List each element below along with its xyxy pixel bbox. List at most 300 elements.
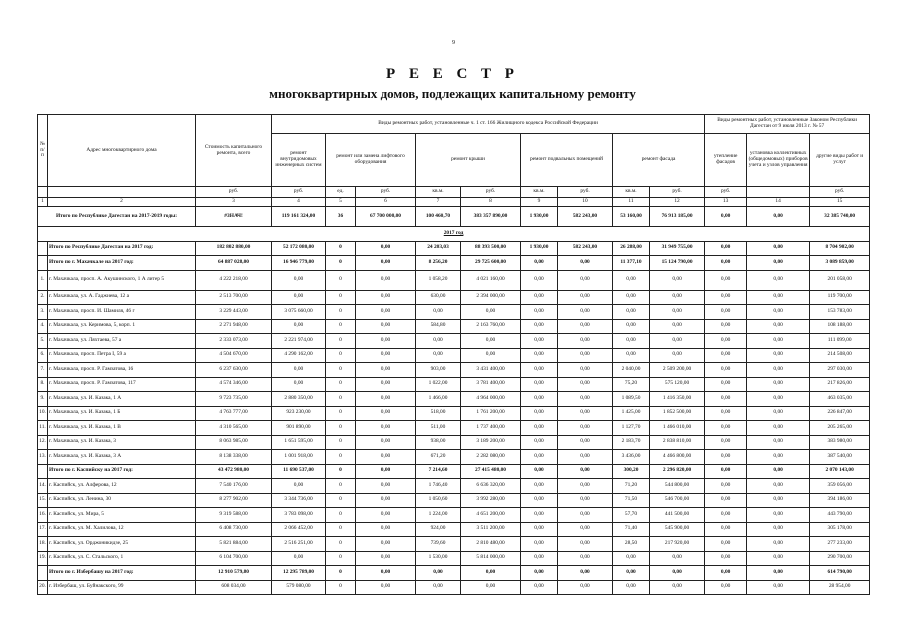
value-cell: 0,00 xyxy=(650,319,705,334)
value-cell: 0,00 xyxy=(747,421,810,436)
value-cell: 2 296 820,00 xyxy=(650,464,705,479)
value-cell: 111 099,00 xyxy=(810,334,870,349)
value-cell: 1 425,00 xyxy=(613,406,650,421)
row-number: 20. xyxy=(38,580,48,595)
value-cell: 2 509 200,00 xyxy=(650,363,705,378)
grand-total-row xyxy=(38,207,870,227)
address-cell: г. Махачкала, ул. И. Казака, 1 В xyxy=(48,421,196,436)
value-cell: 0,00 xyxy=(747,522,810,537)
value-cell: 0,00 xyxy=(521,551,558,566)
value-cell: 0,00 xyxy=(613,348,650,363)
value-cell: 2 838 810,00 xyxy=(650,435,705,450)
value-cell: 0 xyxy=(326,450,356,465)
total-cell: 1 930,00 xyxy=(521,207,558,227)
header-address: Адрес многоквартирного дома xyxy=(48,115,196,187)
value-cell: 671,20 xyxy=(416,450,461,465)
value-cell: 3 075 660,00 xyxy=(272,305,326,320)
row-number xyxy=(38,241,48,256)
value-cell: 938,00 xyxy=(416,435,461,450)
colnum-cell: 7 xyxy=(416,198,461,207)
value-cell: 0,00 xyxy=(521,290,558,305)
table-row xyxy=(38,537,870,552)
value-cell: 359 056,00 xyxy=(810,479,870,494)
value-cell: 0 xyxy=(326,479,356,494)
value-cell: 226 847,00 xyxy=(810,406,870,421)
value-cell: 0,00 xyxy=(356,435,416,450)
value-cell: 6 636 320,00 xyxy=(461,479,521,494)
table-row xyxy=(38,334,870,349)
value-cell: 0,00 xyxy=(521,435,558,450)
value-cell: 297 030,00 xyxy=(810,363,870,378)
value-cell: 0,00 xyxy=(461,305,521,320)
unit-cell: руб. xyxy=(356,187,416,198)
column-numbers-row xyxy=(38,198,870,207)
colnum-cell: 15 xyxy=(810,198,870,207)
unit-cell xyxy=(747,187,810,198)
value-cell: 0,00 xyxy=(558,334,613,349)
colnum-cell: 14 xyxy=(747,198,810,207)
value-cell: 0,00 xyxy=(272,290,326,305)
units-row xyxy=(38,187,870,198)
colnum-cell: 9 xyxy=(521,198,558,207)
value-cell: 2 066 452,00 xyxy=(272,522,326,537)
year-label: 2017 год xyxy=(38,227,870,242)
value-cell: 0,00 xyxy=(558,377,613,392)
value-cell: 0,00 xyxy=(705,290,747,305)
value-cell: 0,00 xyxy=(705,493,747,508)
address-cell: г. Махачкала, просп. Петра I, 59 а xyxy=(48,348,196,363)
value-cell: 0,00 xyxy=(461,566,521,581)
value-cell: 0,00 xyxy=(747,392,810,407)
value-cell: 0,00 xyxy=(747,363,810,378)
value-cell: 0,00 xyxy=(650,348,705,363)
table-row xyxy=(38,522,870,537)
value-cell: 0 xyxy=(326,522,356,537)
row-number: 9. xyxy=(38,392,48,407)
colnum-cell: 3 xyxy=(196,198,272,207)
value-cell: 0,00 xyxy=(558,305,613,320)
value-cell: 0,00 xyxy=(558,450,613,465)
value-cell: 75,20 xyxy=(613,377,650,392)
value-cell: 0,00 xyxy=(613,290,650,305)
value-cell: 463 035,00 xyxy=(810,392,870,407)
value-cell: 0,00 xyxy=(747,479,810,494)
value-cell: 119 700,00 xyxy=(810,290,870,305)
value-cell: 0,00 xyxy=(705,522,747,537)
value-cell: 0,00 xyxy=(558,464,613,479)
value-cell: 2 880 350,00 xyxy=(272,392,326,407)
header-meters: установка коллективных (общедомовых) приборов учета и узлов управления xyxy=(747,134,810,187)
value-cell: 3 992 280,00 xyxy=(461,493,521,508)
value-cell: 4 763 777,00 xyxy=(196,406,272,421)
value-cell: 1 416 350,00 xyxy=(650,392,705,407)
value-cell: 0,00 xyxy=(747,241,810,256)
value-cell: 0 xyxy=(326,551,356,566)
colnum-cell: 2 xyxy=(48,198,196,207)
value-cell: 630,00 xyxy=(416,290,461,305)
value-cell: 0,00 xyxy=(747,464,810,479)
value-cell: 441 500,00 xyxy=(650,508,705,523)
value-cell: 0,00 xyxy=(558,270,613,290)
value-cell: 300,20 xyxy=(613,464,650,479)
value-cell: 0,00 xyxy=(705,566,747,581)
value-cell: 29 725 600,00 xyxy=(461,256,521,271)
value-cell: 0,00 xyxy=(356,334,416,349)
value-cell: 153 783,00 xyxy=(810,305,870,320)
value-cell: 26 288,00 xyxy=(613,241,650,256)
value-cell: 0,00 xyxy=(558,537,613,552)
value-cell: 0,00 xyxy=(558,522,613,537)
header-roof: ремонт крыши xyxy=(416,134,521,187)
value-cell: 4 651 200,00 xyxy=(461,508,521,523)
value-cell: 0,00 xyxy=(650,270,705,290)
value-cell: 0,00 xyxy=(521,522,558,537)
value-cell: 443 790,00 xyxy=(810,508,870,523)
value-cell: 4 310 565,00 xyxy=(196,421,272,436)
value-cell: 0,00 xyxy=(747,508,810,523)
value-cell: 0 xyxy=(326,464,356,479)
unit-cell: руб. xyxy=(705,187,747,198)
address-cell: г. Каспийск, ул. Мира, 5 xyxy=(48,508,196,523)
address-cell: Итого по г. Избербашу на 2017 год: xyxy=(48,566,196,581)
row-number xyxy=(38,464,48,479)
value-cell: 0,00 xyxy=(356,479,416,494)
value-cell: 0,00 xyxy=(272,363,326,378)
value-cell: 575 120,00 xyxy=(650,377,705,392)
address-cell: г. Каспийск, ул. Алферова, 12 xyxy=(48,479,196,494)
value-cell: 0,00 xyxy=(356,290,416,305)
value-cell: 0,00 xyxy=(521,334,558,349)
value-cell: 614 790,00 xyxy=(810,566,870,581)
value-cell: 0,00 xyxy=(356,241,416,256)
value-cell: 0,00 xyxy=(613,551,650,566)
value-cell: 0,00 xyxy=(747,305,810,320)
colnum-cell: 11 xyxy=(613,198,650,207)
value-cell: 0,00 xyxy=(747,450,810,465)
value-cell: 1 737 400,00 xyxy=(461,421,521,436)
address-cell: г. Махачкала, ул. Керимова, 5, корп. 1 xyxy=(48,319,196,334)
value-cell: 0,00 xyxy=(705,406,747,421)
value-cell: 584,80 xyxy=(416,319,461,334)
value-cell: 518,00 xyxy=(416,406,461,421)
value-cell: 15 124 790,00 xyxy=(650,256,705,271)
value-cell: 0,00 xyxy=(705,392,747,407)
value-cell: 0 xyxy=(326,566,356,581)
address-cell: г. Каспийск, ул. С. Стальского, 1 xyxy=(48,551,196,566)
table-row xyxy=(38,479,870,494)
value-cell: 0,00 xyxy=(558,256,613,271)
address-cell: г. Махачкала, просп. Р. Гамзатова, 16 xyxy=(48,363,196,378)
value-cell: 0,00 xyxy=(521,406,558,421)
address-cell: г. Махачкала, просп. А. Акушинского, 1 А литер 5 xyxy=(48,270,196,290)
value-cell: 0 xyxy=(326,241,356,256)
value-cell: 9 723 735,00 xyxy=(196,392,272,407)
value-cell: 3 189 200,00 xyxy=(461,435,521,450)
value-cell: 43 472 980,00 xyxy=(196,464,272,479)
value-cell: 0 xyxy=(326,270,356,290)
value-cell: 0,00 xyxy=(705,305,747,320)
value-cell: 0,00 xyxy=(521,421,558,436)
value-cell: 0,00 xyxy=(416,305,461,320)
value-cell: 0,00 xyxy=(613,270,650,290)
value-cell: 182 802 880,00 xyxy=(196,241,272,256)
row-number: 18. xyxy=(38,537,48,552)
value-cell: 0,00 xyxy=(705,377,747,392)
table-row xyxy=(38,406,870,421)
colnum-cell: 4 xyxy=(272,198,326,207)
value-cell: 0,00 xyxy=(356,270,416,290)
value-cell: 0,00 xyxy=(558,493,613,508)
value-cell: 0,00 xyxy=(705,256,747,271)
value-cell: 2 333 073,00 xyxy=(196,334,272,349)
value-cell: 0,00 xyxy=(416,580,461,595)
value-cell: 1 001 918,00 xyxy=(272,450,326,465)
value-cell: 12 910 579,80 xyxy=(196,566,272,581)
value-cell: 0,00 xyxy=(747,377,810,392)
table-row xyxy=(38,348,870,363)
unit-cell: руб. xyxy=(650,187,705,198)
row-number: 13. xyxy=(38,450,48,465)
total-cell: 32 385 740,00 xyxy=(810,207,870,227)
value-cell: 383 980,00 xyxy=(810,435,870,450)
value-cell: 546 700,00 xyxy=(650,493,705,508)
unit-cell: кв.м. xyxy=(613,187,650,198)
unit-cell: кв.м. xyxy=(521,187,558,198)
value-cell: 0 xyxy=(326,319,356,334)
value-cell: 0,00 xyxy=(521,537,558,552)
value-cell: 3 783 098,00 xyxy=(272,508,326,523)
row-number: 12. xyxy=(38,435,48,450)
colnum-cell: 12 xyxy=(650,198,705,207)
value-cell: 8 138 338,00 xyxy=(196,450,272,465)
value-cell: 0,00 xyxy=(650,334,705,349)
value-cell: 2 163 760,00 xyxy=(461,319,521,334)
value-cell: 4 964 000,00 xyxy=(461,392,521,407)
value-cell: 6 104 700,00 xyxy=(196,551,272,566)
value-cell: 0 xyxy=(326,377,356,392)
colnum-cell: 13 xyxy=(705,198,747,207)
value-cell: 0,00 xyxy=(558,421,613,436)
value-cell: 108 188,00 xyxy=(810,319,870,334)
header-insulation: утепление фасадов xyxy=(705,134,747,187)
row-number: 10. xyxy=(38,406,48,421)
value-cell: 3 781 400,00 xyxy=(461,377,521,392)
table-row xyxy=(38,435,870,450)
value-cell: 0,00 xyxy=(613,305,650,320)
value-cell: 0,00 xyxy=(705,348,747,363)
value-cell: 0,00 xyxy=(521,566,558,581)
value-cell: 0,00 xyxy=(613,580,650,595)
value-cell: 88 393 500,00 xyxy=(461,241,521,256)
value-cell: 0,00 xyxy=(356,348,416,363)
value-cell: 5 821 884,00 xyxy=(196,537,272,552)
value-cell: 387 540,00 xyxy=(810,450,870,465)
value-cell: 0,00 xyxy=(705,421,747,436)
value-cell: 901 890,00 xyxy=(272,421,326,436)
value-cell: 0 xyxy=(326,256,356,271)
value-cell: 2 221 974,00 xyxy=(272,334,326,349)
colnum-cell: 10 xyxy=(558,198,613,207)
value-cell: 4 574 346,00 xyxy=(196,377,272,392)
value-cell: 0,00 xyxy=(356,508,416,523)
value-cell: 0,00 xyxy=(747,537,810,552)
value-cell: 1 058,20 xyxy=(416,270,461,290)
value-cell: 0,00 xyxy=(521,479,558,494)
subtotal-row xyxy=(38,464,870,479)
value-cell: 0 xyxy=(326,537,356,552)
value-cell: 2 271 948,00 xyxy=(196,319,272,334)
address-cell: г. Каспийск, ул. М. Халилова, 12 xyxy=(48,522,196,537)
value-cell: 0,00 xyxy=(521,580,558,595)
address-cell: Итого по Республике Дагестан на 2017 год: xyxy=(48,241,196,256)
table-row xyxy=(38,290,870,305)
colnum-cell: 5 xyxy=(326,198,356,207)
row-number: 17. xyxy=(38,522,48,537)
address-cell: Итого по г. Каспийску на 2017 год: xyxy=(48,464,196,479)
value-cell: 0,00 xyxy=(747,551,810,566)
value-cell: 2 282 080,00 xyxy=(461,450,521,465)
value-cell: 0,00 xyxy=(558,406,613,421)
value-cell: 544 800,00 xyxy=(650,479,705,494)
value-cell: 0,00 xyxy=(521,256,558,271)
value-cell: 0,00 xyxy=(705,241,747,256)
value-cell: 1 852 500,00 xyxy=(650,406,705,421)
value-cell: 0,00 xyxy=(747,566,810,581)
value-cell: 0,00 xyxy=(272,270,326,290)
value-cell: 11 377,10 xyxy=(613,256,650,271)
value-cell: 16 946 779,00 xyxy=(272,256,326,271)
value-cell: 0,00 xyxy=(461,348,521,363)
value-cell: 582 243,00 xyxy=(558,241,613,256)
value-cell: 0,00 xyxy=(356,256,416,271)
table-row xyxy=(38,305,870,320)
value-cell: 2 183,70 xyxy=(613,435,650,450)
unit-cell: руб. xyxy=(558,187,613,198)
value-cell: 545 900,00 xyxy=(650,522,705,537)
value-cell: 0 xyxy=(326,290,356,305)
value-cell: 0,00 xyxy=(705,537,747,552)
value-cell: 1 466 010,00 xyxy=(650,421,705,436)
value-cell: 0,00 xyxy=(356,305,416,320)
value-cell: 0,00 xyxy=(521,450,558,465)
address-cell: г. Махачкала, ул. И. Казака, 1 Б xyxy=(48,406,196,421)
value-cell: 0,00 xyxy=(558,551,613,566)
value-cell: 0,00 xyxy=(705,363,747,378)
value-cell: 0,00 xyxy=(705,479,747,494)
value-cell: 6 408 730,00 xyxy=(196,522,272,537)
value-cell: 0,00 xyxy=(416,566,461,581)
total-cell: #ЗНАЧ! xyxy=(196,207,272,227)
value-cell: 0,00 xyxy=(356,421,416,436)
value-cell: 0,00 xyxy=(558,435,613,450)
value-cell: 579 080,00 xyxy=(272,580,326,595)
value-cell: 5 814 000,00 xyxy=(461,551,521,566)
value-cell: 0,00 xyxy=(521,464,558,479)
row-number xyxy=(38,256,48,271)
value-cell: 31 949 755,00 xyxy=(650,241,705,256)
total-cell: 100 460,70 xyxy=(416,207,461,227)
value-cell: 217 826,00 xyxy=(810,377,870,392)
value-cell: 0,00 xyxy=(747,256,810,271)
value-cell: 0,00 xyxy=(705,319,747,334)
unit-cell: руб. xyxy=(461,187,521,198)
colnum-cell: 1 xyxy=(38,198,48,207)
address-cell: г. Махачкала, ул. А. Гаджиева, 12 а xyxy=(48,290,196,305)
value-cell: 28,50 xyxy=(613,537,650,552)
value-cell: 0,00 xyxy=(356,493,416,508)
table-row xyxy=(38,421,870,436)
value-cell: 0,00 xyxy=(558,348,613,363)
subtotal-row xyxy=(38,566,870,581)
value-cell: 28 954,00 xyxy=(810,580,870,595)
value-cell: 0,00 xyxy=(521,363,558,378)
value-cell: 0,00 xyxy=(558,319,613,334)
value-cell: 0,00 xyxy=(521,305,558,320)
value-cell: 0,00 xyxy=(705,508,747,523)
total-cell: 76 913 185,00 xyxy=(650,207,705,227)
value-cell: 0 xyxy=(326,493,356,508)
value-cell: 0,00 xyxy=(461,334,521,349)
subtotal-row xyxy=(38,241,870,256)
value-cell: 27 415 480,00 xyxy=(461,464,521,479)
row-number: 16. xyxy=(38,508,48,523)
row-number xyxy=(38,566,48,581)
value-cell: 0,00 xyxy=(356,406,416,421)
value-cell: 1 224,00 xyxy=(416,508,461,523)
value-cell: 0,00 xyxy=(356,580,416,595)
unit-cell: руб. xyxy=(272,187,326,198)
row-number: 6. xyxy=(38,348,48,363)
value-cell: 0,00 xyxy=(558,363,613,378)
grand-total-label: Итого по Республике Дагестан на 2017-2019 годы: xyxy=(38,207,196,227)
value-cell: 8 704 902,00 xyxy=(810,241,870,256)
row-number: 2. xyxy=(38,290,48,305)
table-row xyxy=(38,377,870,392)
value-cell: 2 040,00 xyxy=(613,363,650,378)
value-cell: 4 466 800,00 xyxy=(650,450,705,465)
total-cell: 0,00 xyxy=(705,207,747,227)
total-cell: 582 243,00 xyxy=(558,207,613,227)
value-cell: 0,00 xyxy=(521,508,558,523)
value-cell: 0 xyxy=(326,508,356,523)
value-cell: 214 508,00 xyxy=(810,348,870,363)
value-cell: 3 431 400,00 xyxy=(461,363,521,378)
value-cell: 0,00 xyxy=(747,334,810,349)
value-cell: 0,00 xyxy=(356,319,416,334)
value-cell: 2 810 480,00 xyxy=(461,537,521,552)
value-cell: 0,00 xyxy=(272,479,326,494)
value-cell: 0,00 xyxy=(705,270,747,290)
value-cell: 7 540 176,00 xyxy=(196,479,272,494)
value-cell: 1 050,60 xyxy=(416,493,461,508)
total-cell: 119 161 324,00 xyxy=(272,207,326,227)
value-cell: 1 089,50 xyxy=(613,392,650,407)
row-number: 19. xyxy=(38,551,48,566)
value-cell: 3 229 443,00 xyxy=(196,305,272,320)
header-group-regional-law: Виды ремонтных работ, установленные Законом Республики Дагестан от 9 июля 2013 г. № 57 xyxy=(705,115,870,134)
value-cell: 0,00 xyxy=(461,580,521,595)
row-number: 8. xyxy=(38,377,48,392)
value-cell: 0,00 xyxy=(272,551,326,566)
value-cell: 0,00 xyxy=(650,551,705,566)
value-cell: 277 233,00 xyxy=(810,537,870,552)
value-cell: 0,00 xyxy=(747,406,810,421)
header-other: другие виды работ и услуг xyxy=(810,134,870,187)
value-cell: 0,00 xyxy=(521,392,558,407)
value-cell: 4 504 670,00 xyxy=(196,348,272,363)
value-cell: 739,60 xyxy=(416,537,461,552)
value-cell: 0,00 xyxy=(705,580,747,595)
